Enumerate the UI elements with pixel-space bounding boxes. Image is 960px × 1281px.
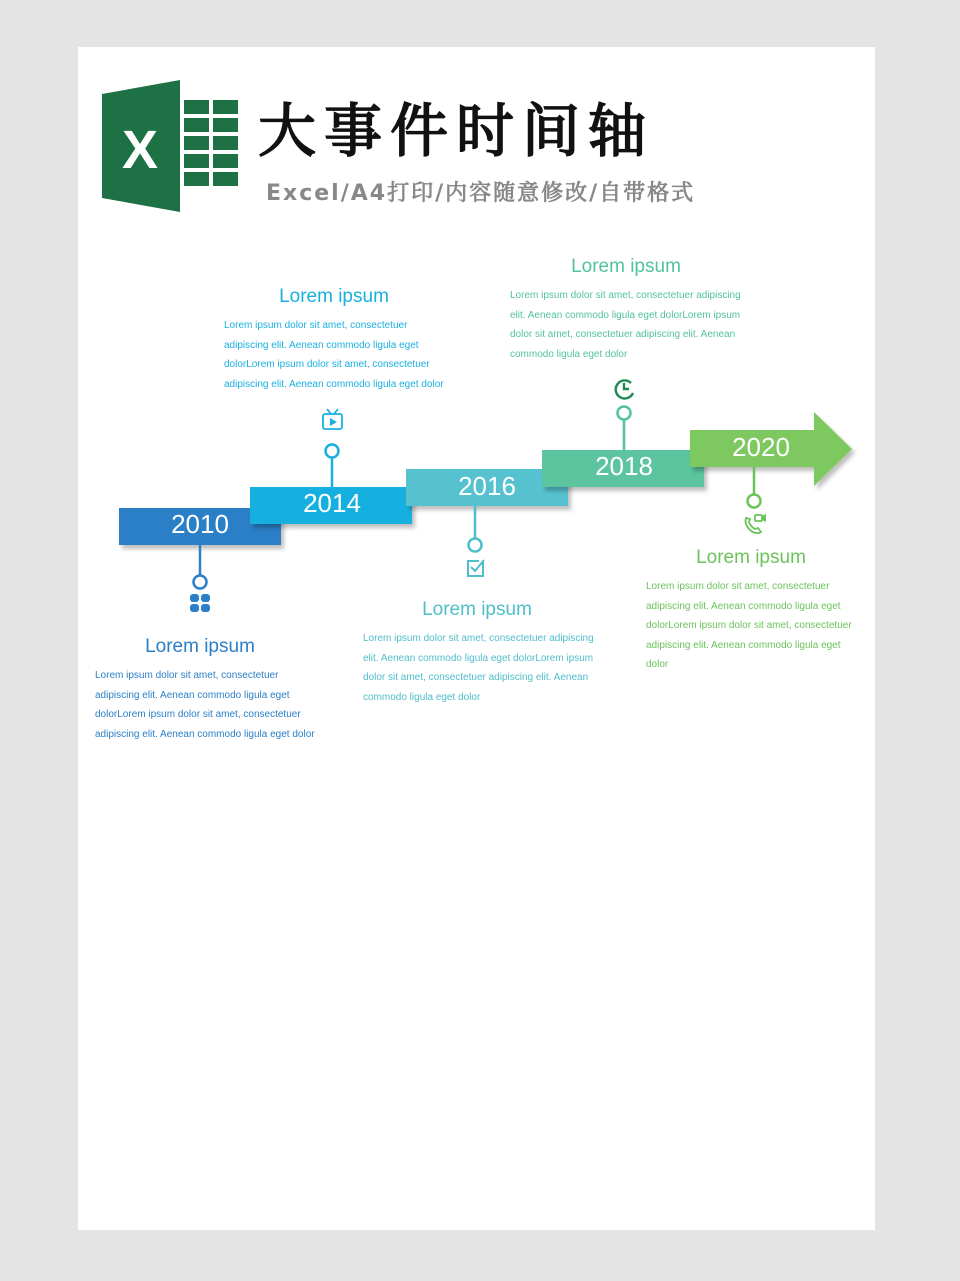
- event-heading: Lorem ipsum: [145, 636, 255, 657]
- connector-2018: [618, 407, 631, 451]
- event-block-2014: [224, 286, 454, 394]
- event-heading: Lorem ipsum: [279, 286, 389, 307]
- event-description: Lorem ipsum dolor sit amet, consectetuer adipiscing elit. Aenean commodo ligula eget dolorLorem ipsum dolor sit amet, consectetuer adipiscing elit. Aenean commodo ligula eget dolor: [95, 670, 315, 740]
- event-heading: Lorem ipsum: [696, 547, 806, 568]
- event-block-2016: [363, 599, 595, 707]
- page-subtitle: Excel/A4打印/内容随意修改/自带格式: [266, 181, 696, 206]
- event-description: Lorem ipsum dolor sit amet, consectetuer adipiscing elit. Aenean commodo ligula eget dolorLorem ipsum dolor sit amet, consectetuer adipiscing elit. Aenean commodo ligula eget dolor: [646, 581, 852, 671]
- event-heading: Lorem ipsum: [571, 256, 681, 277]
- event-block-2018: [510, 256, 742, 364]
- connector-2010: [194, 545, 207, 589]
- event-description: Lorem ipsum dolor sit amet, consectetuer adipiscing elit. Aenean commodo ligula eget dolorLorem ipsum dolor sit amet, consectetuer adipiscing elit. Aenean commodo ligula eget dolor: [224, 320, 444, 390]
- event-block-2020: [646, 547, 856, 675]
- year-label: 2018: [595, 451, 653, 481]
- tv-play-icon: [323, 409, 342, 429]
- year-label: 2010: [171, 509, 229, 539]
- event-heading: Lorem ipsum: [422, 599, 532, 620]
- event-description: Lorem ipsum dolor sit amet, consectetuer adipiscing elit. Aenean commodo ligula eget dolorLorem ipsum dolor sit amet, consectetuer adipiscing elit. Aenean commodo ligula eget dolor: [363, 633, 594, 703]
- checkbox-icon: [468, 560, 484, 576]
- connector-2016: [469, 506, 482, 552]
- year-label: 2016: [458, 471, 516, 501]
- page-title: 大事件时间轴: [258, 97, 655, 165]
- event-description: Lorem ipsum dolor sit amet, consectetuer adipiscing elit. Aenean commodo ligula eget dolorLorem ipsum dolor sit amet, consectetuer adipiscing elit. Aenean commodo ligula eget dolor: [510, 290, 741, 360]
- event-block-2010: [95, 636, 325, 744]
- clock-icon: [616, 380, 633, 398]
- connector-2020: [748, 467, 761, 508]
- year-label: 2020: [732, 432, 790, 462]
- connector-2014: [326, 445, 339, 488]
- phone-video-icon: [746, 514, 767, 533]
- grid-clover-icon: [190, 594, 210, 612]
- svg-text:X: X: [121, 120, 159, 180]
- year-label: 2014: [303, 488, 361, 518]
